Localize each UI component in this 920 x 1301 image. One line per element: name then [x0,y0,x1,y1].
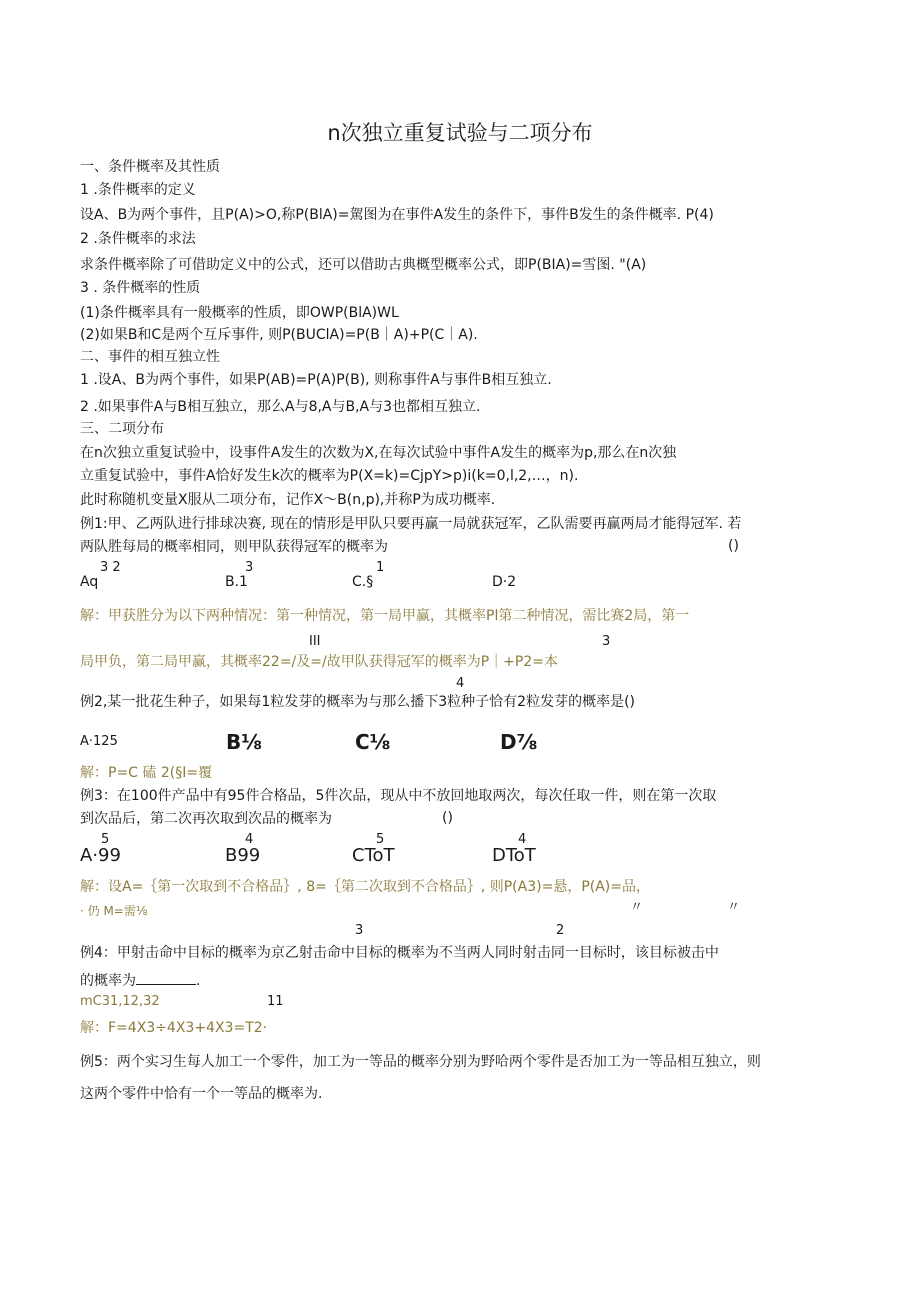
example-1-sup-c: 1 [376,560,385,575]
example-3-line-2: 到次品后，第二次再次取到次品的概率为 [80,811,332,827]
example-1-line-1: 例1:甲、乙两队进行排球决赛, 现在的情形是甲队只要再赢一局就获冠军，乙队需要再赢两局才能得冠军. 若 [80,516,742,532]
section-1-3-property-2: (2)如果B和C是两个互斥事件, 则P(BUClA)=P(B｜A)+P(C｜A). [80,327,478,343]
example-1-solution-line-1: 解：甲获胜分为以下两种情况：第一种情况，第一局甲赢，其概率Pl第二种情况，需比赛2局，第一 [80,608,690,624]
example-3-sup-d: 4 [518,832,527,847]
section-2-heading: 二、事件的相互独立性 [80,349,220,365]
example-3-sup-b: 4 [245,832,254,847]
example-2-solution: 解：P=C 磕 2(§I=覆 [80,765,213,781]
section-1-1-heading: 1 .条件概率的定义 [80,182,196,198]
example-2-option-b: B⅛ [226,730,262,754]
section-1-2-heading: 2 .条件概率的求法 [80,231,196,247]
answer-blank [136,972,196,985]
example-2-line-1: 例2,某一批花生种子，如果每1粒发芽的概率为与那么播下3粒种子恰有2粒发芽的概率是() [80,694,636,710]
section-3-line-2: 立重复试验中，事件A恰好发生k次的概率为P(X=k)=CjpY>p)i(k=0,l,2,…，n). [80,468,579,484]
example-1-sup-3: 3 [602,634,611,649]
section-2-item-2: 2 .如果事件A与B相互独立，那么A与8,A与B,A与3也都相互独立. [80,399,481,415]
example-1-answer-paren: () [728,538,739,554]
example-1-option-a: Aq [80,574,99,590]
example-4-line-2-text: 的概率为 [80,973,136,989]
example-4-number-11: 11 [267,994,284,1009]
example-1-solution-line-2: 局甲负，第二局甲赢，其概率22=/及=/故甲队获得冠军的概率为P｜+P2=本 [80,654,558,670]
example-1-option-b: B.1 [225,574,248,590]
example-5-line-1: 例5：两个实习生每人加工一个零件，加工为一等品的概率分别为野哈两个零件是否加工为一等品相互独立，则 [80,1054,761,1070]
example-4-line-1: 例4：甲射击命中目标的概率为京乙射击命中目标的概率为不当两人同时射击同一目标时，该目标被击中 [80,945,719,961]
section-2-item-1: 1 .设A、B为两个事件，如果P(AB)=P(A)P(B), 则称事件A与事件B相互独立. [80,372,552,388]
example-4-line-2-end: . [196,973,201,989]
section-3-line-3: 此时称随机变量X服从二项分布，记作X～B(n,p),并称P为成功概率. [80,492,496,508]
section-3-heading: 三、二项分布 [80,421,164,437]
example-3-quote-mark-1: 〃 [630,900,644,915]
example-3-line-1: 例3：在100件产品中有95件合格品，5件次品，现从中不放回地取两次，每次任取一件，则在第一次取 [80,788,717,804]
example-2-option-c: C⅛ [355,730,391,754]
example-3-option-a: A·99 [80,845,121,866]
example-2-option-a: A·125 [80,734,118,749]
example-5-line-2: 这两个零件中恰有一个一等品的概率为. [80,1086,323,1102]
section-1-1-text: 设A、B为两个事件，且P(A)>O,称P(BlA)=駕图为在事件A发生的条件下，事件B发生的条件概率. P(4) [80,207,714,223]
example-3-sup-a: 5 [101,832,110,847]
example-3-option-b: B99 [225,845,261,866]
page-title: n次独立重复试验与二项分布 [327,121,593,145]
example-1-line-2: 两队胜每局的概率相同，则甲队获得冠军的概率为 [80,539,388,555]
example-1-option-c: C.§ [352,574,374,590]
example-4-solution: 解：F=4X3÷4X3+4X3=T2· [80,1020,268,1036]
section-3-line-1: 在n次独立重复试验中，设事件A发生的次数为X,在每次试验中事件A发生的概率为p,那么在n次独 [80,445,677,461]
example-4-sup-2: 2 [556,923,565,938]
example-1-option-d: D·2 [492,574,517,590]
example-3-solution-line-1: 解：设A=｛第一次取到不合格品｝, 8=｛第二次取到不合格品｝, 则P(A3)=悬，P(A)=品， [80,879,650,895]
example-2-option-d: D⅞ [500,730,538,754]
example-4-sup-3: 3 [355,923,364,938]
section-1-2-text: 求条件概率除了可借助定义中的公式，还可以借助古典概型概率公式，即P(BIA)=雪图. "(A) [80,257,647,273]
example-3-quote-mark-2: 〃 [727,900,741,915]
section-1-3-heading: 3 . 条件概率的性质 [80,280,201,296]
example-3-solution-line-2: · 仍 M=需⅛ [80,904,148,918]
example-3-sup-c: 5 [376,832,385,847]
example-3-option-d: DToT [492,845,536,866]
example-3-option-c: CToT [352,845,395,866]
example-1-sup-a: 3 2 [100,560,121,575]
example-1-sup-iii: III [309,634,321,649]
example-1-sup-4: 4 [456,676,465,691]
section-1-heading: 一、条件概率及其性质 [80,159,220,175]
example-1-sup-b: 3 [245,560,254,575]
example-4-fraction-row: mC31,12,32 [80,994,160,1009]
section-1-3-property-1: (1)条件概率具有一般概率的性质，即OWP(BlA)WL [80,305,399,321]
example-3-answer-paren: () [442,810,453,826]
example-4-line-2 [80,972,200,990]
